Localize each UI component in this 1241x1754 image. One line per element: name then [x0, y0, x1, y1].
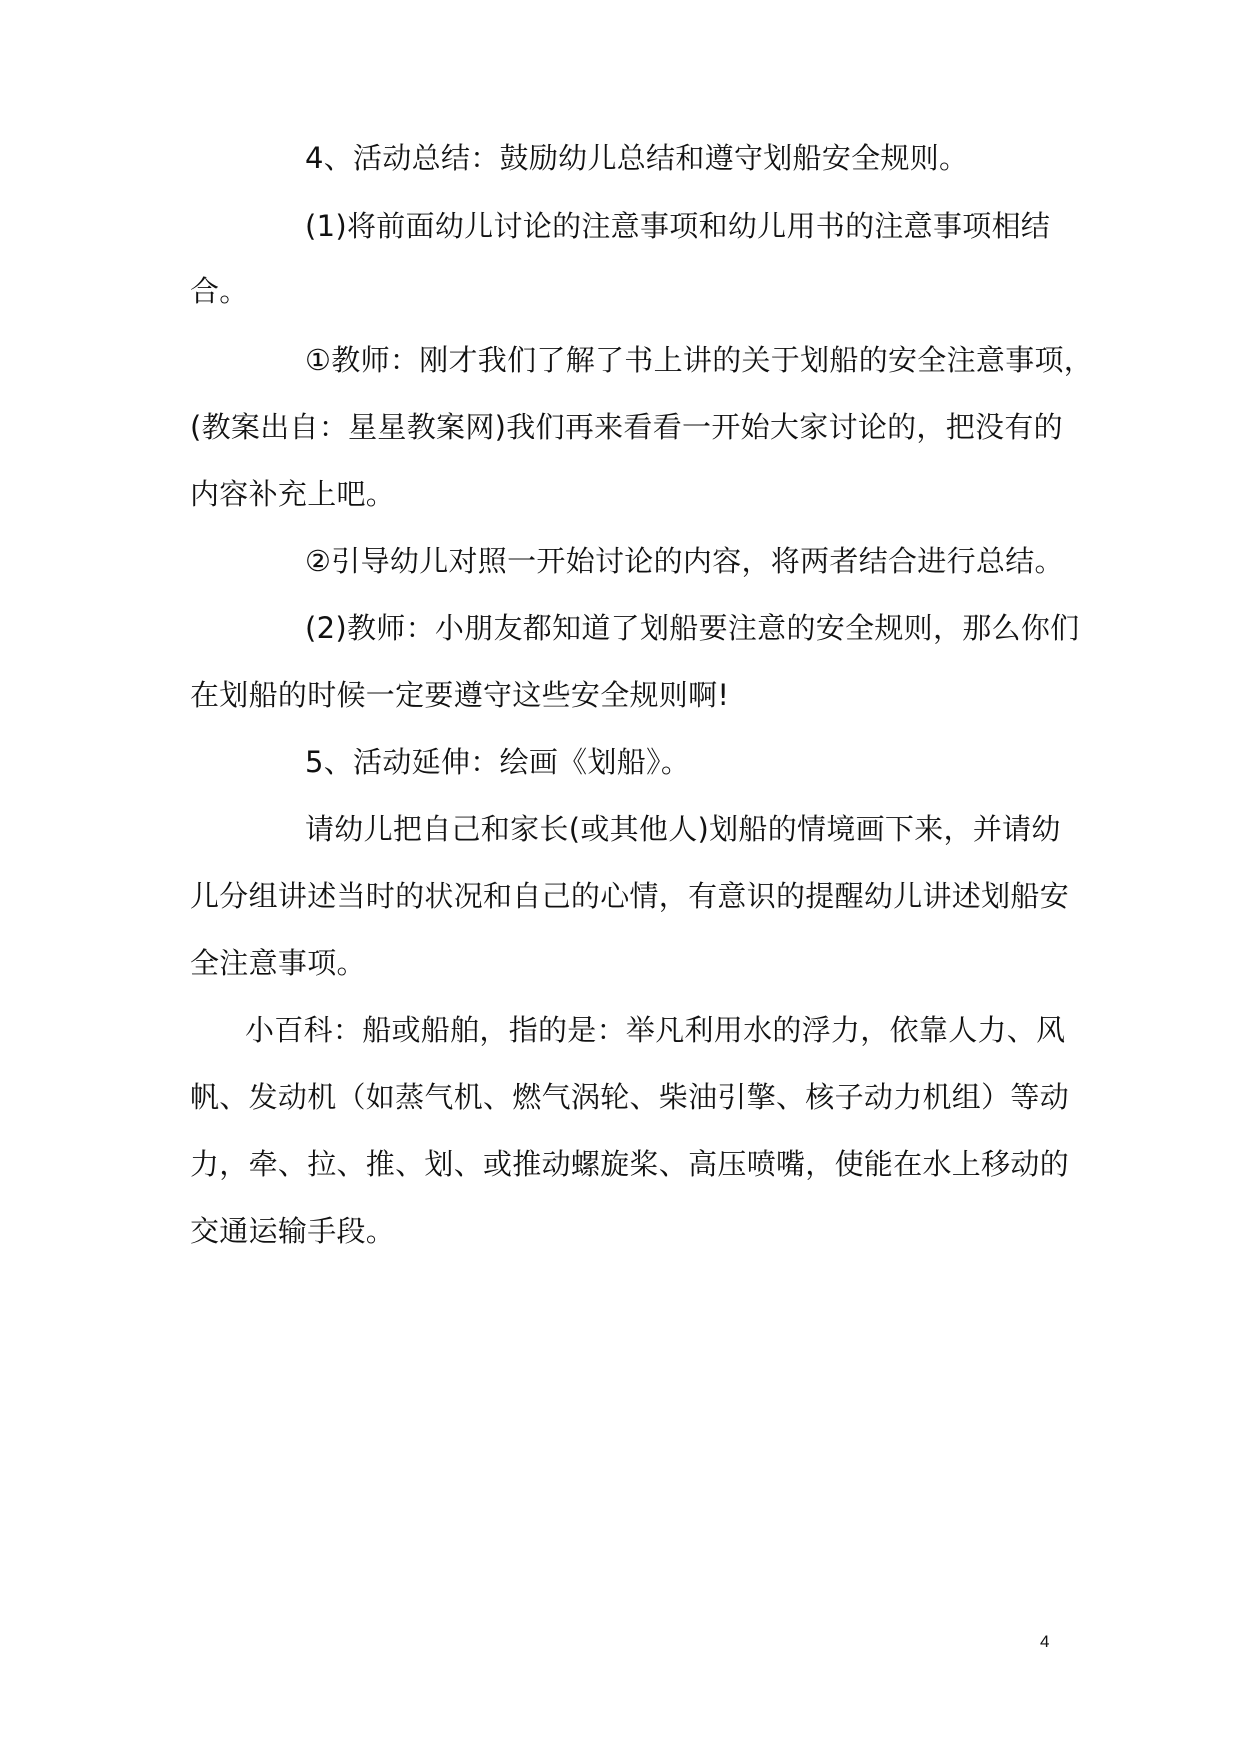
text-line-encyclopedia-end: 交通运输手段。: [190, 1214, 396, 1248]
text-line-section4-title: 4、活动总结：鼓励幼儿总结和遵守划船安全规则。: [305, 141, 969, 175]
text-line-teacher-1: ①教师：刚才我们了解了书上讲的关于划船的安全注意事项，: [305, 343, 1094, 377]
text-line-item2: (2)教师：小朋友都知道了划船要注意的安全规则，那么你们: [305, 611, 1080, 645]
text-line-item1: (1)将前面幼儿讨论的注意事项和幼儿用书的注意事项相结: [305, 209, 1051, 243]
text-line-teacher-1-cont: (教案出自：星星教案网)我们再来看看一开始大家讨论的，把没有的: [190, 410, 1063, 444]
text-line-drawing: 请幼儿把自己和家长(或其他人)划船的情境画下来，并请幼: [305, 812, 1061, 846]
text-line-drawing-cont: 儿分组讲述当时的状况和自己的心情，有意识的提醒幼儿讲述划船安: [190, 879, 1070, 913]
text-line-drawing-end: 全注意事项。: [190, 946, 366, 980]
text-line-item2-cont: 在划船的时候一定要遵守这些安全规则啊!: [190, 678, 730, 712]
page-number: 4: [1040, 1632, 1050, 1651]
text-line-guide: ②引导幼儿对照一开始讨论的内容，将两者结合进行总结。: [305, 544, 1064, 578]
text-line-section5-title: 5、活动延伸：绘画《划船》。: [305, 745, 691, 779]
text-line-encyclopedia-cont2: 力，牵、拉、推、划、或推动螺旋桨、高压喷嘴，使能在水上移动的: [190, 1147, 1070, 1181]
text-line-encyclopedia: 小百科：船或船舶，指的是：举凡利用水的浮力，依靠人力、风: [245, 1013, 1066, 1047]
text-line-encyclopedia-cont: 帆、发动机（如蒸气机、燃气涡轮、柴油引擎、核子动力机组）等动: [190, 1080, 1070, 1114]
text-line-item1-cont: 合。: [190, 274, 249, 308]
text-line-teacher-1-end: 内容补充上吧。: [190, 477, 396, 511]
